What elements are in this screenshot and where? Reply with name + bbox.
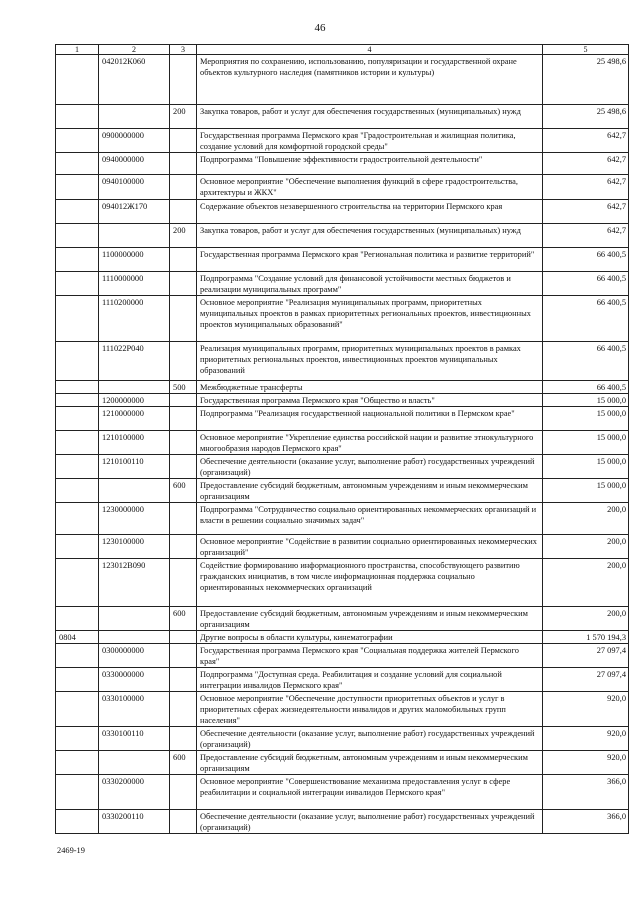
table-row <box>56 775 629 810</box>
section-code-cell <box>56 296 99 342</box>
expense-type-cell: 600 <box>170 479 197 503</box>
column-header: 3 <box>170 45 197 55</box>
target-code-cell: 123012В090 <box>99 559 170 607</box>
target-code-cell <box>99 224 170 248</box>
section-code-cell <box>56 55 99 105</box>
section-code-cell <box>56 175 99 200</box>
amount-cell: 27 097,4 <box>543 644 629 668</box>
target-code-cell <box>99 381 170 394</box>
expense-type-cell: 200 <box>170 105 197 129</box>
expense-type-cell <box>170 535 197 559</box>
expense-type-cell <box>170 342 197 381</box>
amount-cell: 200,0 <box>543 503 629 535</box>
target-code-cell: 042012К060 <box>99 55 170 105</box>
target-code-cell: 1230100000 <box>99 535 170 559</box>
amount-cell: 200,0 <box>543 607 629 631</box>
amount-cell: 15 000,0 <box>543 431 629 455</box>
item-name-cell: Основное мероприятие "Обеспечение выполнения функций в сфере градостроительства, архитектуры и ЖКХ" <box>197 175 543 200</box>
item-name-cell: Предоставление субсидий бюджетным, автономным учреждениям и иным некоммерческим организациям <box>197 479 543 503</box>
target-code-cell <box>99 105 170 129</box>
table-row <box>56 272 629 296</box>
section-code-cell <box>56 455 99 479</box>
target-code-cell: 0940000000 <box>99 153 170 175</box>
expense-type-cell <box>170 668 197 692</box>
amount-cell: 920,0 <box>543 692 629 727</box>
table-row <box>56 153 629 175</box>
item-name-cell: Государственная программа Пермского края "Градостроительная и жилищная политика, создание условий для комфортной городской среды" <box>197 129 543 153</box>
expense-type-cell <box>170 810 197 834</box>
section-code-cell <box>56 727 99 751</box>
target-code-cell: 1110000000 <box>99 272 170 296</box>
item-name-cell: Основное мероприятие "Совершенствование механизма предоставления услуг в сфере реабилитации и социальной интеграции инвалидов Пермского края" <box>197 775 543 810</box>
target-code-cell: 0330200000 <box>99 775 170 810</box>
target-code-cell: 1210000000 <box>99 407 170 431</box>
section-code-cell <box>56 559 99 607</box>
section-code-cell <box>56 775 99 810</box>
table-row <box>56 175 629 200</box>
target-code-cell: 0330100110 <box>99 727 170 751</box>
item-name-cell: Предоставление субсидий бюджетным, автономным учреждениям и иным некоммерческим организациям <box>197 751 543 775</box>
amount-cell: 15 000,0 <box>543 455 629 479</box>
item-name-cell: Содержание объектов незавершенного строительства на территории Пермского края <box>197 200 543 224</box>
amount-cell: 1 570 194,3 <box>543 631 629 644</box>
section-code-cell <box>56 129 99 153</box>
section-code-cell <box>56 200 99 224</box>
table-row <box>56 381 629 394</box>
target-code-cell: 0330000000 <box>99 668 170 692</box>
expense-type-cell <box>170 175 197 200</box>
amount-cell: 920,0 <box>543 727 629 751</box>
item-name-cell: Межбюджетные трансферты <box>197 381 543 394</box>
table-row <box>56 810 629 834</box>
expense-type-cell: 600 <box>170 607 197 631</box>
expense-type-cell <box>170 455 197 479</box>
amount-cell: 366,0 <box>543 810 629 834</box>
section-code-cell <box>56 692 99 727</box>
section-code-cell <box>56 810 99 834</box>
section-code-cell <box>56 503 99 535</box>
amount-cell: 642,7 <box>543 224 629 248</box>
target-code-cell: 0900000000 <box>99 129 170 153</box>
table-row <box>56 751 629 775</box>
item-name-cell: Предоставление субсидий бюджетным, автономным учреждениям и иным некоммерческим организациям <box>197 607 543 631</box>
item-name-cell: Содействие формированию информационного пространства, способствующего развитию гражданских инициатив, в том числе информационная поддержка социально ориентированных некоммерческих организаций <box>197 559 543 607</box>
amount-cell: 642,7 <box>543 200 629 224</box>
target-code-cell: 0330100000 <box>99 692 170 727</box>
section-code-cell <box>56 607 99 631</box>
section-code-cell <box>56 105 99 129</box>
item-name-cell: Мероприятия по сохранению, использованию, популяризации и государственной охране объектов культурного наследия (памятников истории и культуры) <box>197 55 543 105</box>
expense-type-cell <box>170 407 197 431</box>
item-name-cell: Государственная программа Пермского края "Общество и власть" <box>197 394 543 407</box>
section-code-cell <box>56 381 99 394</box>
item-name-cell: Реализация муниципальных программ, приоритетных муниципальных проектов в рамках приоритетных региональных проектов, инвестиционных проектов муниципальных образований <box>197 342 543 381</box>
section-code-cell <box>56 394 99 407</box>
table-row <box>56 55 629 105</box>
table-row <box>56 407 629 431</box>
table-row <box>56 248 629 272</box>
item-name-cell: Закупка товаров, работ и услуг для обеспечения государственных (муниципальных) нужд <box>197 224 543 248</box>
item-name-cell: Подпрограмма "Доступная среда. Реабилитация и создание условий для социальной интеграции инвалидов Пермского края" <box>197 668 543 692</box>
expense-type-cell <box>170 129 197 153</box>
section-code-cell <box>56 431 99 455</box>
target-code-cell: 094012Ж170 <box>99 200 170 224</box>
table-row <box>56 727 629 751</box>
target-code-cell: 1100000000 <box>99 248 170 272</box>
item-name-cell: Основное мероприятие "Содействие в развитии социально ориентированных некоммерческих организаций" <box>197 535 543 559</box>
amount-cell: 642,7 <box>543 153 629 175</box>
budget-table <box>55 44 629 834</box>
target-code-cell: 1210100110 <box>99 455 170 479</box>
target-code-cell: 0300000000 <box>99 644 170 668</box>
amount-cell: 642,7 <box>543 129 629 153</box>
expense-type-cell: 500 <box>170 381 197 394</box>
amount-cell: 66 400,5 <box>543 381 629 394</box>
table-row <box>56 535 629 559</box>
table-row <box>56 342 629 381</box>
table-row <box>56 431 629 455</box>
expense-type-cell: 200 <box>170 224 197 248</box>
target-code-cell <box>99 607 170 631</box>
expense-type-cell <box>170 727 197 751</box>
item-name-cell: Подпрограмма "Повышение эффективности градостроительной деятельности" <box>197 153 543 175</box>
amount-cell: 66 400,5 <box>543 342 629 381</box>
expense-type-cell <box>170 631 197 644</box>
table-row <box>56 129 629 153</box>
section-code-cell <box>56 248 99 272</box>
expense-type-cell <box>170 394 197 407</box>
amount-cell: 66 400,5 <box>543 248 629 272</box>
target-code-cell: 1230000000 <box>99 503 170 535</box>
amount-cell: 200,0 <box>543 535 629 559</box>
table-row <box>56 296 629 342</box>
amount-cell: 200,0 <box>543 559 629 607</box>
expense-type-cell <box>170 248 197 272</box>
expense-type-cell: 600 <box>170 751 197 775</box>
amount-cell: 27 097,4 <box>543 668 629 692</box>
expense-type-cell <box>170 692 197 727</box>
table-row <box>56 631 629 644</box>
amount-cell: 642,7 <box>543 175 629 200</box>
expense-type-cell <box>170 153 197 175</box>
table-row <box>56 200 629 224</box>
table-row <box>56 394 629 407</box>
item-name-cell: Основное мероприятие "Обеспечение доступности приоритетных объектов и услуг в приоритетных сферах жизнедеятельности инвалидов и других маломобильных групп населения" <box>197 692 543 727</box>
expense-type-cell <box>170 559 197 607</box>
table-row <box>56 668 629 692</box>
footer-code: 2469-19 <box>57 846 85 855</box>
target-code-cell <box>99 751 170 775</box>
section-code-cell <box>56 751 99 775</box>
amount-cell: 25 498,6 <box>543 105 629 129</box>
target-code-cell: 111022Р040 <box>99 342 170 381</box>
item-name-cell: Обеспечение деятельности (оказание услуг, выполнение работ) государственных учреждений (организаций) <box>197 455 543 479</box>
table-row <box>56 479 629 503</box>
target-code-cell: 1200000000 <box>99 394 170 407</box>
table-row <box>56 105 629 129</box>
item-name-cell: Закупка товаров, работ и услуг для обеспечения государственных (муниципальных) нужд <box>197 105 543 129</box>
table-row <box>56 455 629 479</box>
item-name-cell: Подпрограмма "Реализация государственной национальной политики в Пермском крае" <box>197 407 543 431</box>
item-name-cell: Обеспечение деятельности (оказание услуг, выполнение работ) государственных учреждений (организаций) <box>197 810 543 834</box>
section-code-cell: 0804 <box>56 631 99 644</box>
section-code-cell <box>56 479 99 503</box>
section-code-cell <box>56 407 99 431</box>
section-code-cell <box>56 342 99 381</box>
expense-type-cell <box>170 503 197 535</box>
target-code-cell: 0330200110 <box>99 810 170 834</box>
amount-cell: 366,0 <box>543 775 629 810</box>
expense-type-cell <box>170 775 197 810</box>
item-name-cell: Обеспечение деятельности (оказание услуг, выполнение работ) государственных учреждений (организаций) <box>197 727 543 751</box>
column-header: 5 <box>543 45 629 55</box>
table-row <box>56 224 629 248</box>
column-header: 1 <box>56 45 99 55</box>
table-row <box>56 607 629 631</box>
table-row <box>56 559 629 607</box>
item-name-cell: Государственная программа Пермского края "Социальная поддержка жителей Пермского края" <box>197 644 543 668</box>
amount-cell: 66 400,5 <box>543 272 629 296</box>
item-name-cell: Основное мероприятие "Укрепление единства российской нации и развитие этнокультурного многообразия народов Пермского края" <box>197 431 543 455</box>
column-header: 2 <box>99 45 170 55</box>
expense-type-cell <box>170 272 197 296</box>
target-code-cell: 1210100000 <box>99 431 170 455</box>
amount-cell: 25 498,6 <box>543 55 629 105</box>
item-name-cell: Подпрограмма "Сотрудничество социально ориентированных некоммерческих организаций и власти в решении социально значимых задач" <box>197 503 543 535</box>
expense-type-cell <box>170 296 197 342</box>
table-row <box>56 692 629 727</box>
item-name-cell: Другие вопросы в области культуры, кинематографии <box>197 631 543 644</box>
column-header: 4 <box>197 45 543 55</box>
item-name-cell: Основное мероприятие "Реализация муниципальных программ, приоритетных муниципальных проектов в рамках приоритетных региональных проектов, инвестиционных проектов муниципальных образований" <box>197 296 543 342</box>
page-number: 46 <box>314 22 326 34</box>
item-name-cell: Подпрограмма "Создание условий для финансовой устойчивости местных бюджетов и реализации муниципальных программ" <box>197 272 543 296</box>
target-code-cell <box>99 479 170 503</box>
amount-cell: 15 000,0 <box>543 407 629 431</box>
expense-type-cell <box>170 431 197 455</box>
section-code-cell <box>56 668 99 692</box>
table-header-row <box>56 45 629 55</box>
section-code-cell <box>56 644 99 668</box>
section-code-cell <box>56 153 99 175</box>
amount-cell: 15 000,0 <box>543 479 629 503</box>
table-row <box>56 503 629 535</box>
target-code-cell: 0940100000 <box>99 175 170 200</box>
amount-cell: 66 400,5 <box>543 296 629 342</box>
section-code-cell <box>56 535 99 559</box>
target-code-cell <box>99 631 170 644</box>
target-code-cell: 1110200000 <box>99 296 170 342</box>
section-code-cell <box>56 224 99 248</box>
table-row <box>56 644 629 668</box>
expense-type-cell <box>170 55 197 105</box>
amount-cell: 15 000,0 <box>543 394 629 407</box>
amount-cell: 920,0 <box>543 751 629 775</box>
item-name-cell: Государственная программа Пермского края "Региональная политика и развитие территорий" <box>197 248 543 272</box>
expense-type-cell <box>170 200 197 224</box>
expense-type-cell <box>170 644 197 668</box>
section-code-cell <box>56 272 99 296</box>
